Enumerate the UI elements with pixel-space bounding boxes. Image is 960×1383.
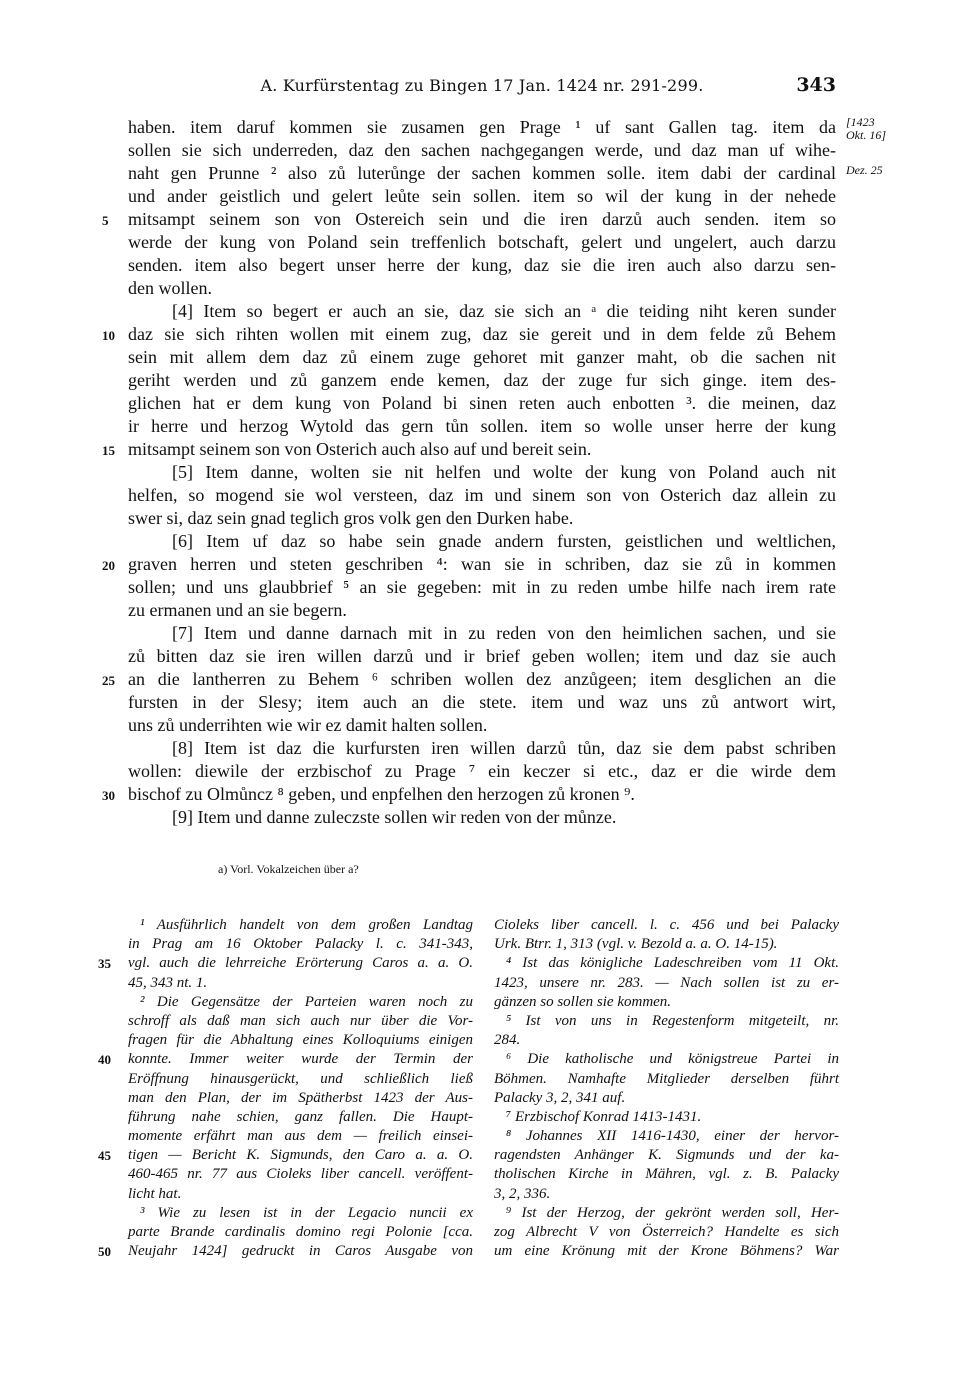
text-line-30 xyxy=(102,783,836,806)
main-text xyxy=(102,115,886,829)
text-line-5 xyxy=(102,208,836,231)
text-line: sein mit allem dem daz zů einem zuge gehoret mit ganzer maht, ob die sachen nit xyxy=(128,347,836,367)
line-number: 5 xyxy=(102,213,109,228)
text-line: naht gen Prunne ² also zů luterůnge der sachen kommen solle. item dabi der cardinal xyxy=(128,163,836,183)
text-line: geriht werden und zů ganzem ende kemen, daz der zuge fur sich ginge. item des- xyxy=(128,370,836,390)
footnote-line: licht hat. xyxy=(128,1185,182,1202)
line-number: 50 xyxy=(98,1244,111,1260)
footnote-line: führung nahe schien, ganz fallen. Die Haupt- xyxy=(128,1108,473,1125)
text-line-25 xyxy=(102,668,836,691)
footnote-line: 1423, unsere nr. 283. — Nach sollen ist zu er- xyxy=(494,974,839,991)
footnote-line: in Prag am 16 Oktober Palacky l. c. 341-343, xyxy=(128,936,473,953)
text-line: swer si, daz sein gnad teglich gros volk gen den Durken habe. xyxy=(128,508,574,528)
footnote-line: gänzen so sollen sie kommen. xyxy=(494,993,672,1010)
footnote-line: Palacky 3, 2, 341 auf. xyxy=(494,1089,626,1106)
footnote-line: fragen für die Abhaltung eines Kolloquiums einigen xyxy=(128,1032,473,1049)
apparatus-note: a) Vorl. Vokalzeichen über a? xyxy=(218,862,359,876)
footnote-line: zog Albrecht V von Österreich? Handelte es sich xyxy=(494,1224,839,1240)
line-text: daz sie sich rihten wollen mit einem zug, daz sie gereit und in dem felde zů Behem xyxy=(128,324,836,344)
footnote-line: ragendsten Anhänger K. Sigmunds und der ka- xyxy=(494,1147,839,1164)
paragraph-8-start: [8] Item ist daz die kurfursten iren willen darzů tůn, daz sie dem pabst schriben xyxy=(172,738,836,758)
line-number: 30 xyxy=(102,788,115,803)
text-line: und ander geistlich und gelert leůte sein sollen. item so wil der kung in der nehede xyxy=(128,186,836,206)
paragraph-6-start: [6] Item uf daz so habe sein gnade andern fursten, geistlichen und weltlichen, xyxy=(172,531,836,551)
paragraph-7-start: [7] Item und danne darnach mit in zu reden von den heimlichen sachen, und sie xyxy=(172,623,836,643)
text-line: haben. item daruf kommen sie zusamen gen Prage ¹ uf sant Gallen tag. item da xyxy=(128,117,836,137)
text-line: uns zů underrihten wie wir ez damit halten sollen. xyxy=(128,715,488,735)
line-text: mitsampt seinem son von Osterich auch also auf und bereit sein. xyxy=(128,439,592,459)
text-line: glichen hat er dem kung von Poland bi sinen reten auch enbotten ³. die meinen, daz xyxy=(128,393,836,413)
paragraph-9: [9] Item und danne zuleczste sollen wir reden von der můnze. xyxy=(172,807,617,827)
text-line: senden. item also begert unser herre der kung, daz sie die iren auch also darzu sen- xyxy=(128,255,836,275)
text-line: helfen, so mogend sie wol versteen, daz im und sinem son von Osterich daz allein zu xyxy=(128,485,836,505)
paragraph-5-start: [5] Item danne, wolten sie nit helfen und wolte der kung von Poland auch nit xyxy=(172,462,836,482)
footnote-line: schroff als daß man sich auch nur über die Vor- xyxy=(128,1012,473,1029)
footnote-line: 284. xyxy=(494,1032,521,1049)
line-text: an die lantherren zu Behem ⁶ schriben wollen dez anzůgeen; item desglichen an die xyxy=(128,669,836,689)
footnote-line: Cioleks liber cancell. l. c. 456 und bei Palacky xyxy=(494,917,839,933)
footnote-line-40 xyxy=(98,1050,473,1069)
text-line-15 xyxy=(102,438,836,461)
footnote-line: ¹ Ausführlich handelt von dem großen Landtag xyxy=(140,917,473,933)
line-number: 20 xyxy=(102,558,115,573)
margin-note-date-2: Okt. 16] xyxy=(846,128,886,142)
footnote-line: ³ Wie zu lesen ist in der Legacio nuncii ex xyxy=(140,1204,473,1221)
line-text: konnte. Immer weiter wurde der Termin der xyxy=(128,1051,473,1068)
footnote-line: tholischen Kirche in Mähren, vgl. z. B. Palacky xyxy=(494,1166,839,1183)
margin-note-date-1: [1423 xyxy=(846,115,875,129)
text-line: werde der kung von Poland sein treffenlich botschaft, gelert und ungelert, auch darzu xyxy=(128,232,836,252)
footnotes-left-column xyxy=(98,916,473,1261)
text-line: den wollen. xyxy=(128,278,212,298)
text-line-20 xyxy=(102,553,836,576)
text-line: sollen; und uns glaubbrief ⁵ an sie gegeben: mit in zu reden umbe hilfe nach irem rate xyxy=(128,577,836,597)
footnote-line: man den Plan, der im Spätherbst 1423 der Aus- xyxy=(128,1089,473,1106)
footnote-line: Eröffnung hinausgerückt, und schließlich ließ xyxy=(128,1070,473,1087)
paragraph-4-start: [4] Item so begert er auch an sie, daz sie sich an ᵃ die teiding niht keren sunder xyxy=(172,301,836,321)
text-line: wollen: diewile der erzbischof zu Prage ⁷ ein keczer si etc., daz er die wirde dem xyxy=(128,761,836,781)
text-line: zu ermanen und an sie begern. xyxy=(128,600,347,620)
footnote-line: ⁵ Ist von uns in Regestenform mitgeteilt, nr. xyxy=(506,1012,839,1029)
line-number: 35 xyxy=(98,956,111,972)
text-line: sollen sie sich underreden, daz den sachen nachgegangen werde, und daz man uf wihe- xyxy=(128,140,836,160)
text-line: fursten in der Slesy; item auch an die stete. item und waz uns zů antwort wirt, xyxy=(128,692,836,712)
footnote-line: 45, 343 nt. 1. xyxy=(128,974,208,991)
footnote-line: 3, 2, 336. xyxy=(494,1185,551,1202)
footnote-line: momente erfährt man aus dem — freilich einsei- xyxy=(128,1128,473,1145)
text-line: zů bitten daz sie iren willen darzů und ir brief geben wollen; item und daz sie auch xyxy=(128,646,836,666)
footnote-line: 460-465 nr. 77 aus Cioleks liber cancell. veröffent- xyxy=(128,1166,473,1183)
footnote-line: Urk. Btrr. 1, 313 (vgl. v. Bezold a. a. O. 14-15). xyxy=(494,936,778,953)
text-line-10 xyxy=(102,323,836,346)
line-text: tigen — Bericht K. Sigmunds, den Caro a. a. O. xyxy=(128,1147,473,1164)
page-number: 343 xyxy=(796,74,836,96)
footnote-line: Böhmen. Namhafte Mitglieder derselben führt xyxy=(494,1070,839,1087)
line-number: 40 xyxy=(98,1052,111,1068)
text-line: ir herre und herzog Wytold das gern tůn sollen. item so wolle unser herre der kung xyxy=(128,416,836,436)
footnotes-right-column xyxy=(494,916,839,1261)
footnote-line: parte Brande cardinalis domino regi Polonie [cca. xyxy=(128,1224,473,1240)
line-number: 15 xyxy=(102,443,115,458)
line-text: graven herren und steten geschriben ⁴: wan sie in schriben, daz sie zů in kommen xyxy=(128,554,836,574)
line-text: bischof zu Olmůncz ⁸ geben, und enpfelhen den herzogen zů kronen ⁹. xyxy=(128,784,635,804)
footnote-line: um eine Krönung mit der Krone Böhmens? War xyxy=(494,1243,839,1260)
footnote-line: ⁶ Die katholische und königstreue Partei in xyxy=(506,1051,839,1068)
footnote-line: ² Die Gegensätze der Parteien waren noch zu xyxy=(140,993,473,1010)
line-number: 10 xyxy=(102,328,115,343)
footnote-line-45 xyxy=(98,1146,473,1165)
footnote-line: ⁴ Ist das königliche Ladeschreiben vom 11 Okt. xyxy=(506,955,839,972)
footnote-line: ⁸ Johannes XII 1416-1430, einer der hervor- xyxy=(506,1128,839,1145)
line-number: 45 xyxy=(98,1148,111,1164)
line-text: mitsampt seinem son von Ostereich sein und die iren darzů auch senden. item so xyxy=(128,209,836,229)
line-text: Neujahr 1424] gedruckt in Caros Ausgabe von xyxy=(128,1243,473,1260)
running-title: A. Kurfürstentag zu Bingen 17 Jan. 1424 nr. 291-299. xyxy=(260,76,704,95)
footnote-line: ⁷ Erzbischof Konrad 1413-1431. xyxy=(506,1108,702,1125)
footnote-line-35 xyxy=(98,954,473,973)
footnote-line: ⁹ Ist der Herzog, der gekrönt werden soll, Her- xyxy=(506,1204,839,1221)
line-number: 25 xyxy=(102,673,115,688)
footnote-line-50 xyxy=(98,1242,473,1261)
running-header xyxy=(128,76,836,100)
line-text: vgl. auch die lehrreiche Erörterung Caros a. a. O. xyxy=(128,955,473,972)
margin-note-date-3: Dez. 25 xyxy=(846,163,883,177)
